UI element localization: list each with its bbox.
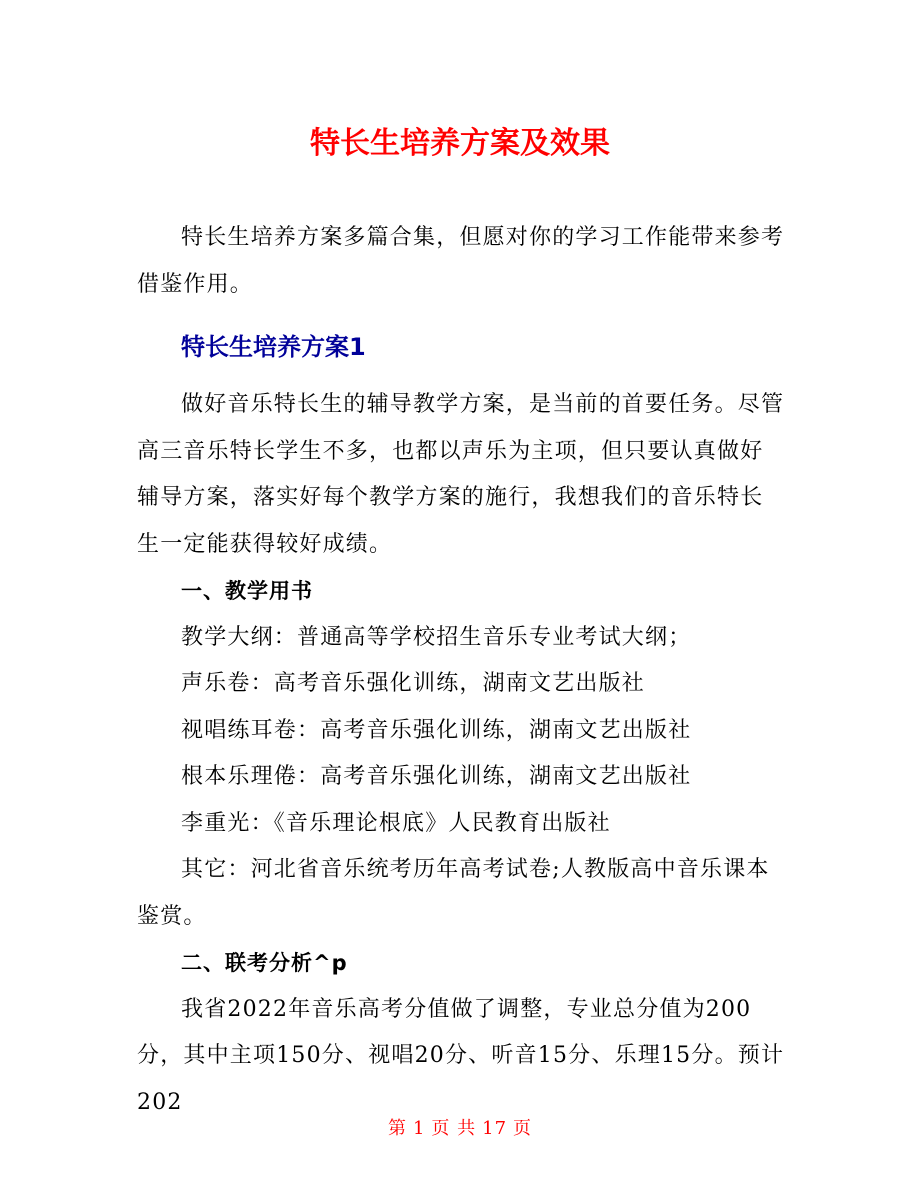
body-paragraph-2: 我省2022年音乐高考分值做了调整，专业总分值为200分，其中主项150分、视唱20分、听音15分、乐理15分。预计202 bbox=[137, 996, 785, 1115]
page-label-prefix: 第 bbox=[387, 1118, 407, 1139]
page-label-mid: 页 共 bbox=[431, 1118, 477, 1139]
body-paragraph-1: 做好音乐特长生的辅导教学方案，是当前的首要任务。尽管高三音乐特长学生不多，也都以声乐为主项，但只要认真做好辅导方案，落实好每个教学方案的施行，我想我们的音乐特长生一定能获得较好成绩。 bbox=[137, 392, 785, 557]
page-label-suffix: 页 bbox=[513, 1118, 533, 1139]
book-item: 根本乐理倦：高考音乐强化训练，湖南文艺出版社 bbox=[181, 764, 692, 789]
book-item: 视唱练耳卷：高考音乐强化训练，湖南文艺出版社 bbox=[181, 717, 692, 743]
document-body bbox=[137, 215, 785, 1126]
intro-paragraph: 特长生培养方案多篇合集，但愿对你的学习工作能带来参考借鉴作用。 bbox=[137, 225, 785, 297]
page-number: 1 bbox=[412, 1118, 426, 1139]
page-footer bbox=[0, 1114, 920, 1140]
section-heading: 特长生培养方案1 bbox=[181, 333, 366, 361]
subheading-exam-analysis: 二、联考分析^p bbox=[181, 951, 348, 975]
book-item: 教学大纲：普通高等学校招生音乐专业考试大纲； bbox=[181, 624, 692, 650]
book-item: 李重光：《音乐理论根底》人民教育出版社 bbox=[181, 810, 611, 836]
total-pages: 17 bbox=[482, 1118, 508, 1139]
subheading-teaching-books: 一、教学用书 bbox=[181, 579, 313, 603]
book-item: 声乐卷：高考音乐强化训练，湖南文艺出版社 bbox=[181, 671, 646, 696]
document-title: 特长生培养方案及效果 bbox=[310, 126, 610, 161]
other-books-paragraph: 其它：河北省音乐统考历年高考试卷;人教版高中音乐课本鉴赏。 bbox=[137, 857, 770, 929]
